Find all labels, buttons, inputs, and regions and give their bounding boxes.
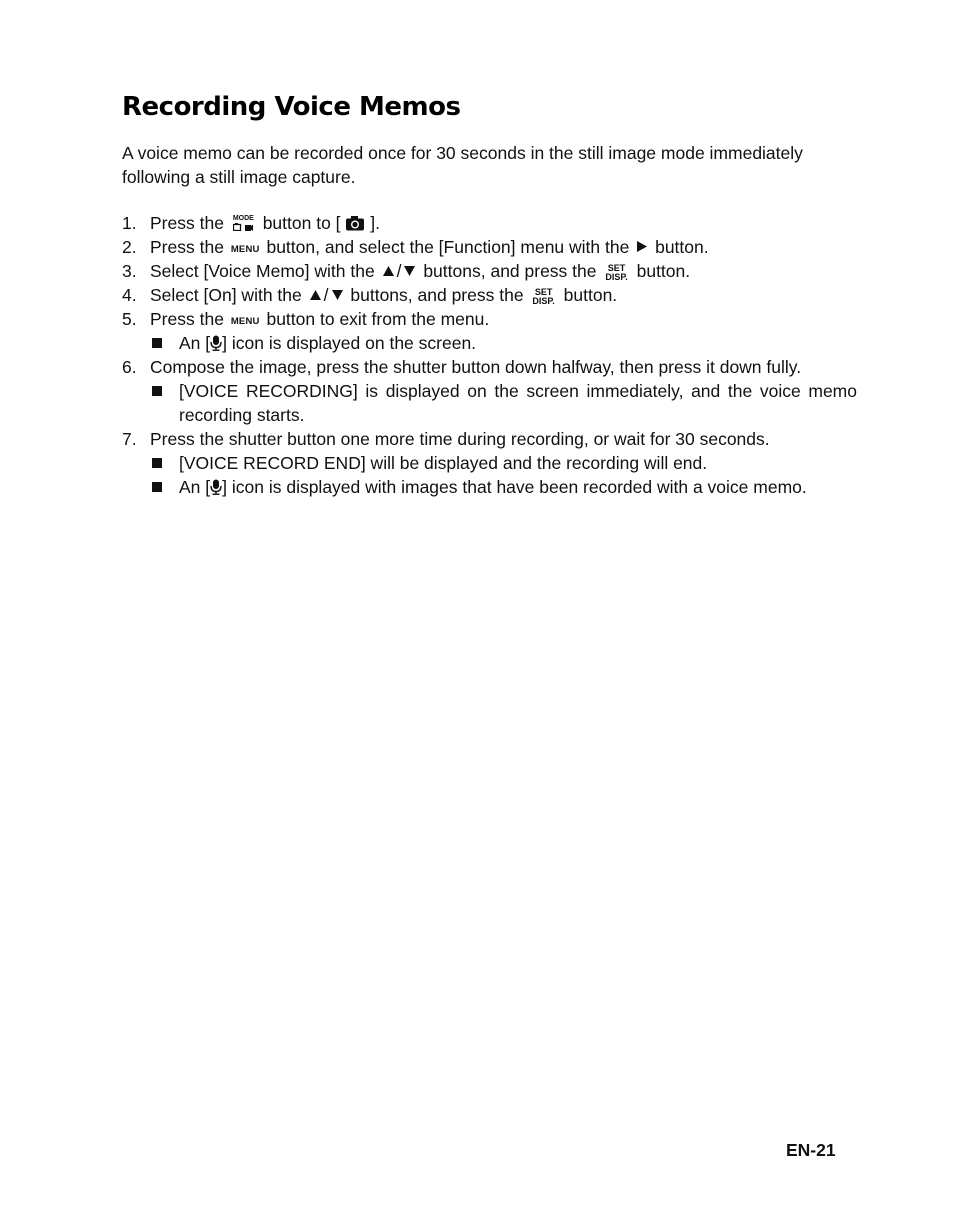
step-4: 4. Select [On] with the / buttons, and press the SET DISP. button. [122, 285, 618, 306]
step-number: 3. [122, 261, 137, 281]
camera-icon [345, 215, 365, 231]
step-3: 3. Select [Voice Memo] with the / buttons, and press the SET DISP. button. [122, 261, 691, 282]
bullet-square-icon [152, 475, 179, 499]
step-number: 1. [122, 213, 137, 233]
step-7-bullet-2: An [ ] icon is displayed with images that have been recorded with a voice memo. [122, 475, 857, 499]
step-1: 1. Press the MODE button to [ ]. [122, 213, 381, 233]
page-title: Recording Voice Memos [122, 92, 461, 122]
mode-button-icon: MODE [233, 215, 254, 234]
down-arrow-icon [332, 290, 343, 300]
bullet-square-icon [152, 331, 179, 355]
camera-video-icon [233, 223, 253, 231]
microphone-icon [210, 479, 222, 495]
step-number: 4. [122, 285, 137, 305]
step-6-bullet-1: [VOICE RECORDING] is displayed on the screen immediately, and the voice memo recording starts. [122, 379, 857, 427]
up-arrow-icon [310, 290, 321, 300]
bullet-square-icon [152, 379, 179, 427]
step-number: 2. [122, 237, 137, 257]
step-2: 2. Press the MENU button, and select the [Function] menu with the button. [122, 237, 709, 257]
menu-button-icon: MENU [230, 316, 260, 327]
down-arrow-icon [404, 266, 415, 276]
step-number: 7. [122, 429, 137, 449]
microphone-icon [210, 335, 222, 351]
step-7: 7. Press the shutter button one more time during recording, or wait for 30 seconds. [122, 429, 770, 449]
up-arrow-icon [383, 266, 394, 276]
steps-list [122, 211, 857, 499]
step-7-bullet-1: [VOICE RECORD END] will be displayed and the recording will end. [122, 451, 857, 475]
step-5: 5. Press the MENU button to exit from the menu. [122, 309, 490, 329]
intro-paragraph: A voice memo can be recorded once for 30 seconds in the still image mode immediately following a still image capture. [122, 143, 803, 187]
menu-button-icon: MENU [230, 244, 260, 255]
set-disp-button-icon: SET DISP. [532, 287, 555, 306]
step-5-bullet-1: An [ ] icon is displayed on the screen. [122, 331, 857, 355]
right-arrow-icon [637, 241, 647, 252]
set-disp-button-icon: SET DISP. [605, 263, 628, 282]
bullet-square-icon [152, 451, 179, 475]
page-number: EN-21 [786, 1140, 836, 1160]
step-6: 6. Compose the image, press the shutter button down halfway, then press it down fully. [122, 357, 802, 377]
step-number: 5. [122, 309, 137, 329]
step-number: 6. [122, 357, 137, 377]
